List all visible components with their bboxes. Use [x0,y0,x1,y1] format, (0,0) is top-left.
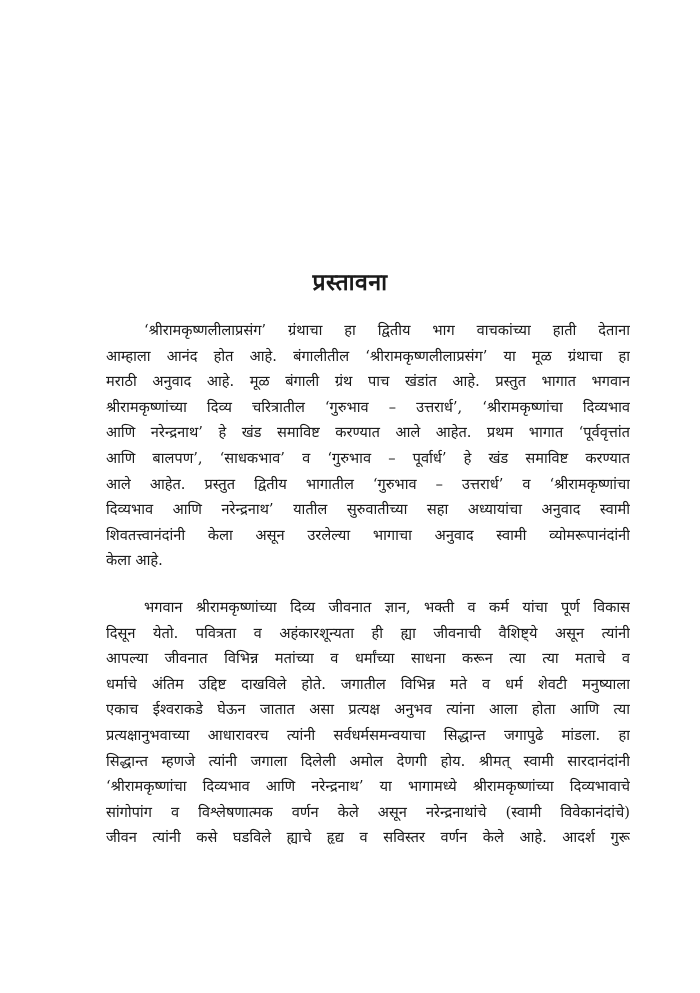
text-line: जीवन त्यांनी कसे घडविले ह्याचे हृद्य व सविस्तर वर्णन केले आहे. आदर्श गुरू [106,829,630,847]
text-line: केला आहे. [106,552,163,570]
text-line: ‘श्रीरामकृष्णलीलाप्रसंग’ ग्रंथाचा हा द्वितीय भाग वाचकांच्या हाती देताना [144,322,630,339]
text-line: एकाच ईश्वराकडे घेऊन जातात असा प्रत्यक्ष अनुभव त्यांना आला होता आणि त्या [106,701,630,719]
text-line: सांगोपांग व विश्लेषणात्मक वर्णन केले असून नरेन्द्रनाथांचे (स्वामी विवेकानंदांचे) [106,803,630,821]
text-line: मराठी अनुवाद आहे. मूळ बंगाली ग्रंथ पाच खंडांत आहे. प्रस्तुत भागात भगवान [106,373,630,391]
paragraph-1 [106,318,630,574]
page-title: प्रस्तावना [312,269,388,297]
text-line: दिव्यभाव आणि नरेन्द्रनाथ’ यातील सुरुवातीच्या सहा अध्यायांचा अनुवाद स्वामी [106,501,630,519]
text-line: आणि नरेन्द्रनाथ’ हे खंड समाविष्ट करण्यात आले आहेत. प्रथम भागात ‘पूर्ववृत्तांत [106,424,630,442]
text-line: सिद्धान्त म्हणजे त्यांनी जगाला दिलेली अमोल देणगी होय. श्रीमत् स्वामी सारदानंदांनी [106,752,630,770]
body-text [106,318,630,851]
text-line: आम्हाला आनंद होत आहे. बंगालीतील ‘श्रीरामकृष्णलीलाप्रसंग’ या मूळ ग्रंथाचा हा [106,347,630,365]
text-line: भगवान श्रीरामकृष्णांच्या दिव्य जीवनात ज्ञान, भक्ती व कर्म यांचा पूर्ण विकास [144,598,630,616]
text-line: दिसून येतो. पवित्रता व अहंकारशून्यता ही ह्या जीवनाची वैशिष्ट्ये असून त्यांनी [106,624,630,642]
text-line: धर्माचे अंतिम उद्दिष्ट दाखविले होते. जगातील विभिन्न मते व धर्म शेवटी मनुष्याला [106,675,630,693]
text-line: आपल्या जीवनात विभिन्न मतांच्या व धर्मांच्या साधना करून त्या त्या मताचे व [106,650,630,668]
text-line: शिवतत्त्वानंदांनी केला असून उरलेल्या भागाचा अनुवाद स्वामी व्योमरूपानंदांनी [106,526,630,544]
text-line: श्रीरामकृष्णांच्या दिव्य चरित्रातील ‘गुरुभाव – उत्तरार्ध’, ‘श्रीरामकृष्णांचा दिव्यभाव [106,398,630,416]
text-line: ‘श्रीरामकृष्णांचा दिव्यभाव आणि नरेन्द्रनाथ’ या भागामध्ये श्रीरामकृष्णांच्या दिव्यभावाचे [106,778,630,796]
text-line: आले आहेत. प्रस्तुत द्वितीय भागातील ‘गुरुभाव – उत्तरार्ध’ व ‘श्रीरामकृष्णांचा [106,475,630,493]
text-line: आणि बालपण’, ‘साधकभाव’ व ‘गुरुभाव – पूर्वार्ध’ हे खंड समाविष्ट करण्यात [106,449,630,467]
text-line: प्रत्यक्षानुभवाच्या आधारावरच त्यांनी सर्वधर्मसमन्वयाचा सिद्धान्त जगापुढे मांडला. हा [106,726,630,744]
paragraph-2 [106,595,630,851]
